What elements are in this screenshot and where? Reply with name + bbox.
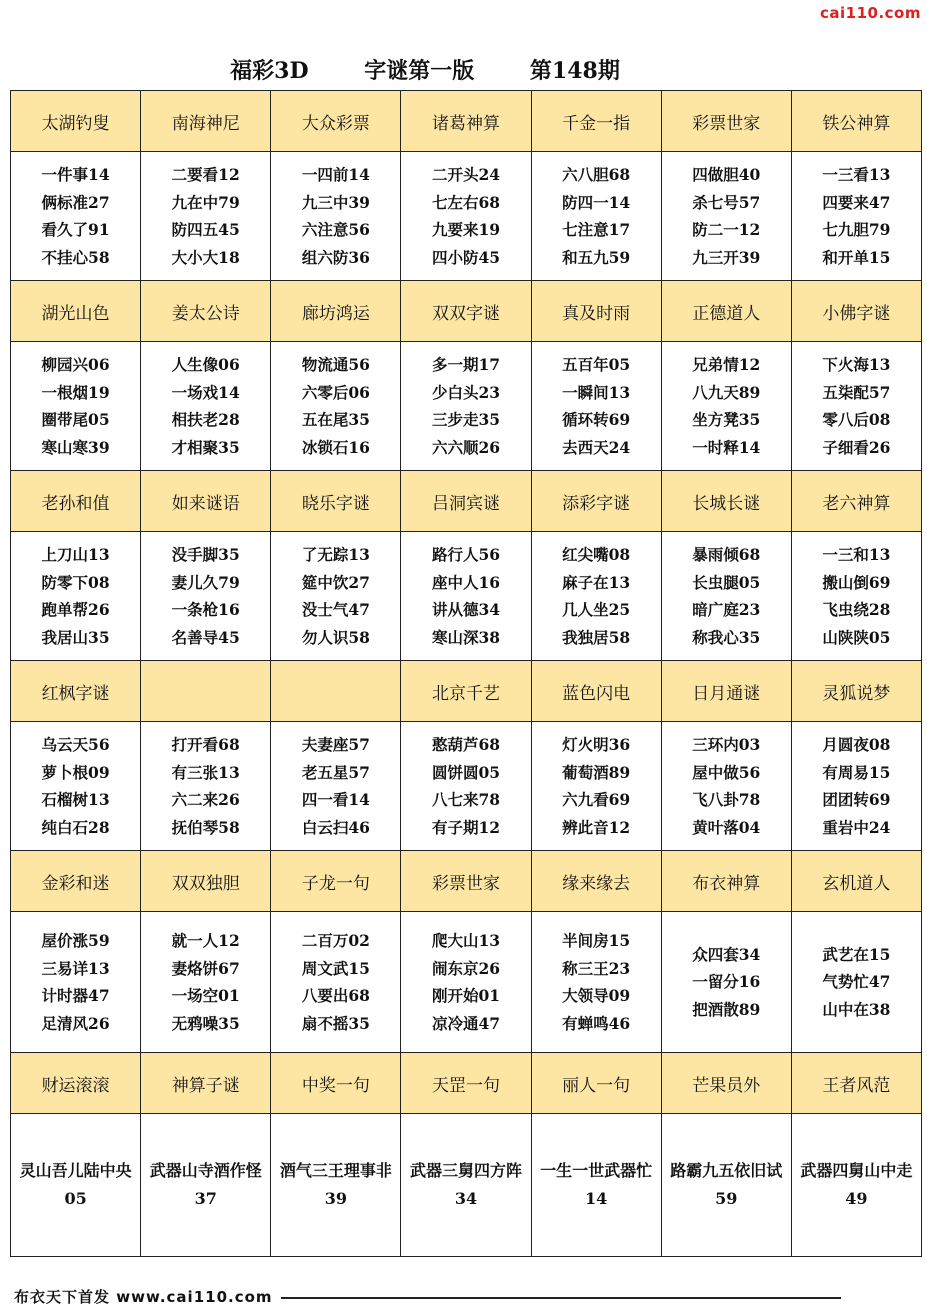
riddle-line: 无鸦噪35	[171, 1013, 240, 1033]
riddle-line: 屋中做56	[692, 762, 761, 782]
riddle-line: 称我心35	[692, 627, 761, 647]
riddle-line: 月圆夜08	[822, 735, 891, 754]
riddle-line: 武器四舅山中走49	[800, 1161, 913, 1208]
riddle-line: 把酒散89	[692, 999, 761, 1019]
riddle-cell	[791, 532, 921, 661]
column-header: 大众彩票	[271, 91, 401, 152]
riddle-line: 一条枪16	[171, 600, 240, 619]
riddle-line: 二百万02	[301, 931, 370, 950]
riddle-cell	[271, 1114, 401, 1257]
riddle-cell	[271, 912, 401, 1053]
header-row	[11, 851, 922, 912]
riddle-line: 防四五45	[171, 220, 240, 239]
riddle-line: 人生像06	[171, 355, 240, 374]
content-row	[11, 722, 922, 851]
riddle-line: 打开看68	[171, 735, 240, 754]
riddle-line: 妻烙饼67	[171, 958, 240, 978]
riddle-line: 六零后06	[301, 382, 370, 402]
riddle-line: 山中在38	[822, 999, 891, 1019]
riddle-line: 防二一12	[692, 220, 761, 239]
riddle-line: 六二来26	[171, 790, 240, 809]
riddle-line: 气势忙47	[822, 972, 891, 992]
riddle-cell	[661, 912, 791, 1053]
riddle-line: 爬大山13	[431, 931, 501, 950]
riddle-line: 一瞬间13	[562, 382, 631, 402]
column-header: 千金一指	[531, 91, 661, 152]
riddle-line: 灵山吾儿陆中央05	[19, 1161, 132, 1208]
site-watermark: cai110.com	[820, 4, 921, 22]
riddle-line: 众四套34	[692, 944, 761, 964]
riddle-cell	[401, 1114, 531, 1257]
riddle-line: 计时器47	[41, 986, 110, 1005]
riddle-line: 暴雨倾68	[692, 545, 761, 564]
riddle-line: 称三王23	[562, 958, 631, 978]
riddle-line: 重岩中24	[822, 817, 891, 837]
riddle-line: 和开单15	[822, 247, 891, 267]
riddle-line: 跑单帮26	[41, 600, 110, 619]
riddle-line: 七左右68	[431, 192, 501, 212]
riddle-cell	[271, 722, 401, 851]
riddle-line: 防零下08	[41, 572, 110, 592]
riddle-line: 二要看12	[171, 165, 240, 184]
column-header: 太湖钓叟	[11, 91, 141, 152]
riddle-line: 多一期17	[431, 355, 501, 374]
column-header: 彩票世家	[661, 91, 791, 152]
riddle-line: 周文武15	[301, 958, 370, 978]
column-header: 南海神尼	[141, 91, 271, 152]
riddle-line: 酒气三王理事非39	[279, 1161, 392, 1208]
column-header: 双双独胆	[141, 851, 271, 912]
riddle-grid	[10, 90, 922, 1257]
riddle-cell	[791, 1114, 921, 1257]
riddle-line: 有蝉鸣46	[562, 1013, 631, 1033]
riddle-line: 红尖嘴08	[562, 545, 631, 564]
riddle-line: 我独居58	[562, 627, 631, 647]
riddle-line: 纯白石28	[41, 817, 110, 837]
column-header: 添彩字谜	[531, 471, 661, 532]
riddle-cell	[141, 722, 271, 851]
riddle-line: 相扶老28	[171, 410, 240, 429]
riddle-line: 大小大18	[171, 247, 240, 267]
title-edition: 字谜第一版	[364, 58, 475, 84]
riddle-line: 了无踪13	[301, 545, 370, 564]
riddle-line: 老五星57	[301, 762, 370, 782]
footer-rule	[281, 1297, 841, 1299]
column-header: 如来谜语	[141, 471, 271, 532]
column-header: 诸葛神算	[401, 91, 531, 152]
riddle-line: 圆饼圆05	[431, 762, 501, 782]
riddle-line: 山陕陕05	[822, 627, 891, 647]
riddle-line: 去西天24	[562, 437, 631, 457]
riddle-line: 二开头24	[431, 165, 501, 184]
riddle-line: 九要来19	[431, 220, 501, 239]
riddle-line: 四要来47	[822, 192, 891, 212]
header-row	[11, 91, 922, 152]
column-header: 姜太公诗	[141, 281, 271, 342]
column-header: 小佛字谜	[791, 281, 921, 342]
riddle-line: 屋价涨59	[41, 931, 110, 950]
riddle-cell	[791, 912, 921, 1053]
riddle-line: 座中人16	[431, 572, 501, 592]
riddle-line: 刚开始01	[431, 986, 501, 1005]
column-header: 玄机道人	[791, 851, 921, 912]
riddle-cell	[271, 532, 401, 661]
column-header: 蓝色闪电	[531, 661, 661, 722]
riddle-line: 辨此音12	[562, 817, 631, 837]
riddle-line: 飞八卦78	[692, 790, 761, 809]
riddle-line: 寒山深38	[431, 627, 501, 647]
riddle-cell	[531, 912, 661, 1053]
column-header: 丽人一句	[531, 1053, 661, 1114]
column-header: 长城长谜	[661, 471, 791, 532]
riddle-cell	[141, 342, 271, 471]
column-header: 真及时雨	[531, 281, 661, 342]
riddle-line: 妻儿久79	[171, 572, 240, 592]
content-row	[11, 1114, 922, 1257]
riddle-cell	[791, 152, 921, 281]
riddle-line: 少白头23	[431, 382, 501, 402]
riddle-line: 就一人12	[171, 931, 240, 950]
header-row	[11, 661, 922, 722]
riddle-line: 夫妻座57	[301, 735, 370, 754]
riddle-cell	[401, 152, 531, 281]
riddle-line: 勿人识58	[301, 627, 370, 647]
riddle-line: 萝卜根09	[41, 762, 110, 782]
riddle-line: 半间房15	[562, 931, 631, 950]
riddle-line: 四做胆40	[692, 165, 761, 184]
riddle-line: 扇不摇35	[301, 1013, 370, 1033]
riddle-line: 冰锁石16	[301, 437, 370, 457]
riddle-line: 三步走35	[431, 410, 501, 429]
column-header	[271, 661, 401, 722]
riddle-line: 乌云天56	[41, 735, 110, 754]
riddle-line: 名善导45	[171, 627, 240, 647]
riddle-line: 有周易15	[822, 762, 891, 782]
riddle-line: 子细看26	[822, 437, 891, 457]
riddle-cell	[401, 912, 531, 1053]
riddle-line: 武器三舅四方阵34	[409, 1161, 522, 1208]
riddle-line: 六八胆68	[562, 165, 631, 184]
riddle-line: 九三开39	[692, 247, 761, 267]
riddle-line: 有三张13	[171, 762, 240, 782]
column-header: 天罡一句	[401, 1053, 531, 1114]
riddle-line: 凉冷通47	[431, 1013, 501, 1033]
riddle-line: 俩标准27	[41, 192, 110, 212]
column-header: 日月通谜	[661, 661, 791, 722]
riddle-line: 一根烟19	[41, 382, 110, 402]
riddle-cell	[141, 152, 271, 281]
riddle-line: 坐方凳35	[692, 410, 761, 429]
riddle-cell	[401, 532, 531, 661]
title-issue: 第148期	[529, 58, 620, 84]
riddle-cell	[11, 152, 141, 281]
column-header: 金彩和迷	[11, 851, 141, 912]
riddle-line: 柳园兴06	[41, 355, 110, 374]
riddle-line: 暗广庭23	[692, 600, 761, 619]
riddle-cell	[661, 342, 791, 471]
riddle-line: 一件事14	[41, 165, 110, 184]
riddle-line: 一三和13	[822, 545, 891, 564]
header-row	[11, 281, 922, 342]
riddle-line: 没士气47	[301, 600, 370, 619]
column-header: 子龙一句	[271, 851, 401, 912]
riddle-line: 下火海13	[822, 355, 891, 374]
riddle-cell	[791, 722, 921, 851]
riddle-cell	[11, 912, 141, 1053]
riddle-cell	[11, 1114, 141, 1257]
riddle-line: 一时释14	[692, 437, 761, 457]
column-header: 彩票世家	[401, 851, 531, 912]
riddle-line: 才相聚35	[171, 437, 240, 457]
riddle-line: 我居山35	[41, 627, 110, 647]
riddle-line: 一三看13	[822, 165, 891, 184]
riddle-cell	[401, 722, 531, 851]
riddle-line: 一留分16	[692, 972, 761, 992]
column-header: 中奖一句	[271, 1053, 401, 1114]
column-header: 正德道人	[661, 281, 791, 342]
footer-text: 布衣天下首发 www.cai110.com	[14, 1288, 273, 1306]
riddle-line: 四小防45	[431, 247, 501, 267]
riddle-line: 五在尾35	[301, 410, 370, 429]
content-row	[11, 342, 922, 471]
riddle-line: 杀七号57	[692, 192, 761, 212]
riddle-line: 六注意56	[301, 220, 370, 239]
riddle-line: 路行人56	[431, 545, 501, 564]
riddle-line: 和五九59	[562, 247, 631, 267]
content-row	[11, 532, 922, 661]
riddle-line: 武器山寺酒作怪37	[149, 1161, 262, 1208]
riddle-line: 八要出68	[301, 986, 370, 1005]
riddle-line: 八九天89	[692, 382, 761, 402]
column-header: 老六神算	[791, 471, 921, 532]
riddle-line: 八七来78	[431, 790, 501, 809]
riddle-cell	[661, 532, 791, 661]
riddle-line: 几人坐25	[562, 600, 631, 619]
riddle-line: 上刀山13	[41, 545, 110, 564]
riddle-line: 寒山寒39	[41, 437, 110, 457]
column-header: 布衣神算	[661, 851, 791, 912]
riddle-cell	[271, 342, 401, 471]
riddle-cell	[11, 342, 141, 471]
riddle-line: 九在中79	[171, 192, 240, 212]
riddle-line: 黄叶落04	[692, 817, 761, 837]
riddle-cell	[661, 722, 791, 851]
column-header: 北京千艺	[401, 661, 531, 722]
riddle-line: 循环转69	[562, 410, 631, 429]
content-row	[11, 912, 922, 1053]
riddle-line: 讲从德34	[431, 600, 501, 619]
content-row	[11, 152, 922, 281]
riddle-line: 六九看69	[562, 790, 631, 809]
riddle-cell	[791, 342, 921, 471]
riddle-line: 防四一14	[562, 192, 631, 212]
header-row	[11, 1053, 922, 1114]
riddle-line: 三易详13	[41, 958, 110, 978]
riddle-line: 一生一世武器忙14	[540, 1161, 653, 1208]
footer	[14, 1286, 841, 1307]
riddle-line: 一场戏14	[171, 382, 240, 402]
riddle-cell	[531, 722, 661, 851]
riddle-line: 五百年05	[562, 355, 631, 374]
riddle-line: 看久了91	[41, 220, 110, 239]
riddle-cell	[141, 532, 271, 661]
riddle-cell	[11, 722, 141, 851]
column-header: 廊坊鸿运	[271, 281, 401, 342]
riddle-line: 零八后08	[822, 410, 891, 429]
riddle-line: 大领导09	[562, 986, 631, 1005]
column-header: 神算子谜	[141, 1053, 271, 1114]
riddle-line: 搬山倒69	[822, 572, 891, 592]
page-title	[0, 54, 850, 85]
riddle-line: 四一看14	[301, 790, 370, 809]
riddle-line: 五柒配57	[822, 382, 891, 402]
riddle-cell	[661, 1114, 791, 1257]
riddle-cell	[271, 152, 401, 281]
column-header: 财运滚滚	[11, 1053, 141, 1114]
riddle-line: 足清风26	[41, 1013, 110, 1033]
riddle-line: 不挂心58	[41, 247, 110, 267]
riddle-cell	[531, 152, 661, 281]
riddle-line: 武艺在15	[822, 944, 891, 964]
riddle-line: 一场空01	[171, 986, 240, 1005]
column-header: 双双字谜	[401, 281, 531, 342]
riddle-line: 七九胆79	[822, 220, 891, 239]
riddle-line: 憨葫芦68	[431, 735, 501, 754]
riddle-line: 九三中39	[301, 192, 370, 212]
riddle-cell	[401, 342, 531, 471]
riddle-line: 团团转69	[822, 790, 891, 809]
riddle-line: 灯火明36	[562, 735, 631, 754]
header-row	[11, 471, 922, 532]
column-header: 铁公神算	[791, 91, 921, 152]
riddle-line: 闹东京26	[431, 958, 501, 978]
riddle-cell	[141, 1114, 271, 1257]
riddle-line: 物流通56	[301, 355, 370, 374]
riddle-line: 一四前14	[301, 165, 370, 184]
riddle-line: 抚伯琴58	[171, 817, 240, 837]
column-header: 芒果员外	[661, 1053, 791, 1114]
riddle-cell	[531, 1114, 661, 1257]
riddle-cell	[531, 532, 661, 661]
riddle-line: 七注意17	[562, 220, 631, 239]
riddle-line: 白云扫46	[301, 817, 370, 837]
riddle-cell	[661, 152, 791, 281]
column-header: 老孙和值	[11, 471, 141, 532]
riddle-line: 路霸九五依旧试59	[670, 1161, 783, 1208]
column-header: 王者风范	[791, 1053, 921, 1114]
column-header: 晓乐字谜	[271, 471, 401, 532]
column-header: 灵狐说梦	[791, 661, 921, 722]
title-lottery: 福彩3D	[230, 58, 309, 84]
riddle-cell	[531, 342, 661, 471]
riddle-line: 长虫腿05	[692, 572, 761, 592]
riddle-line: 石榴树13	[41, 790, 110, 809]
column-header: 红枫字谜	[11, 661, 141, 722]
column-header: 缘来缘去	[531, 851, 661, 912]
riddle-line: 没手脚35	[171, 545, 240, 564]
riddle-cell	[141, 912, 271, 1053]
riddle-line: 组六防36	[301, 247, 370, 267]
riddle-cell	[11, 532, 141, 661]
riddle-line: 有子期12	[431, 817, 501, 837]
riddle-line: 兄弟情12	[692, 355, 761, 374]
riddle-line: 麻子在13	[562, 572, 631, 592]
column-header: 湖光山色	[11, 281, 141, 342]
riddle-line: 六六顺26	[431, 437, 501, 457]
riddle-line: 飞虫绕28	[822, 600, 891, 619]
column-header	[141, 661, 271, 722]
riddle-line: 圈带尾05	[41, 410, 110, 429]
riddle-line: 三环内03	[692, 735, 761, 754]
riddle-line: 葡萄酒89	[562, 762, 631, 782]
riddle-line: 筵中饮27	[301, 572, 370, 592]
column-header: 吕洞宾谜	[401, 471, 531, 532]
